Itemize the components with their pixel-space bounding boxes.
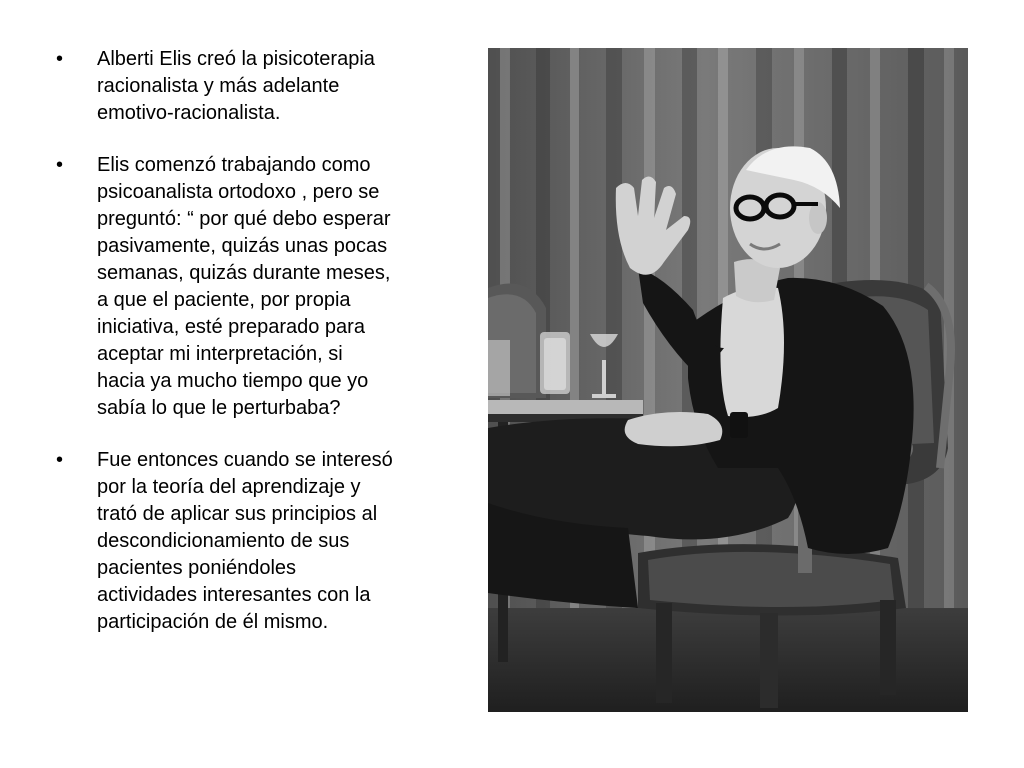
ear <box>809 202 827 234</box>
bullet-item <box>56 447 396 636</box>
lower-hand <box>625 412 723 446</box>
wristwatch <box>730 412 748 438</box>
shirt <box>720 287 784 417</box>
bullet-text: Alberti Elis creó la pisicoterapia racionalista y más adelante emotivo-racionalista. <box>97 48 375 124</box>
bullet-icon: • <box>56 449 64 471</box>
bullet-icon: • <box>56 154 64 176</box>
bullet-text: Elis comenzó trabajando como psicoanalista ortodoxo , pero se preguntó: “ por qué debo esperar pasivamente, quizás unas pocas semanas, quizás durante meses, a que el paciente, por propia iniciativa, esté preparado para aceptar mi interpretación, si hacia ya mucho tiempo que yo sabía lo que le perturbaba? <box>97 154 391 419</box>
bullet-item <box>56 46 396 127</box>
bullet-icon: • <box>56 48 64 70</box>
bullet-list <box>56 46 396 661</box>
bullet-text: Fue entonces cuando se interesó por la teoría del aprendizaje y trató de aplicar sus principios al descondicionamiento de sus pacientes poniéndoles actividades interesantes con la participación de él mismo. <box>97 449 393 633</box>
portrait-photo <box>488 48 968 712</box>
bullet-item <box>56 152 396 422</box>
